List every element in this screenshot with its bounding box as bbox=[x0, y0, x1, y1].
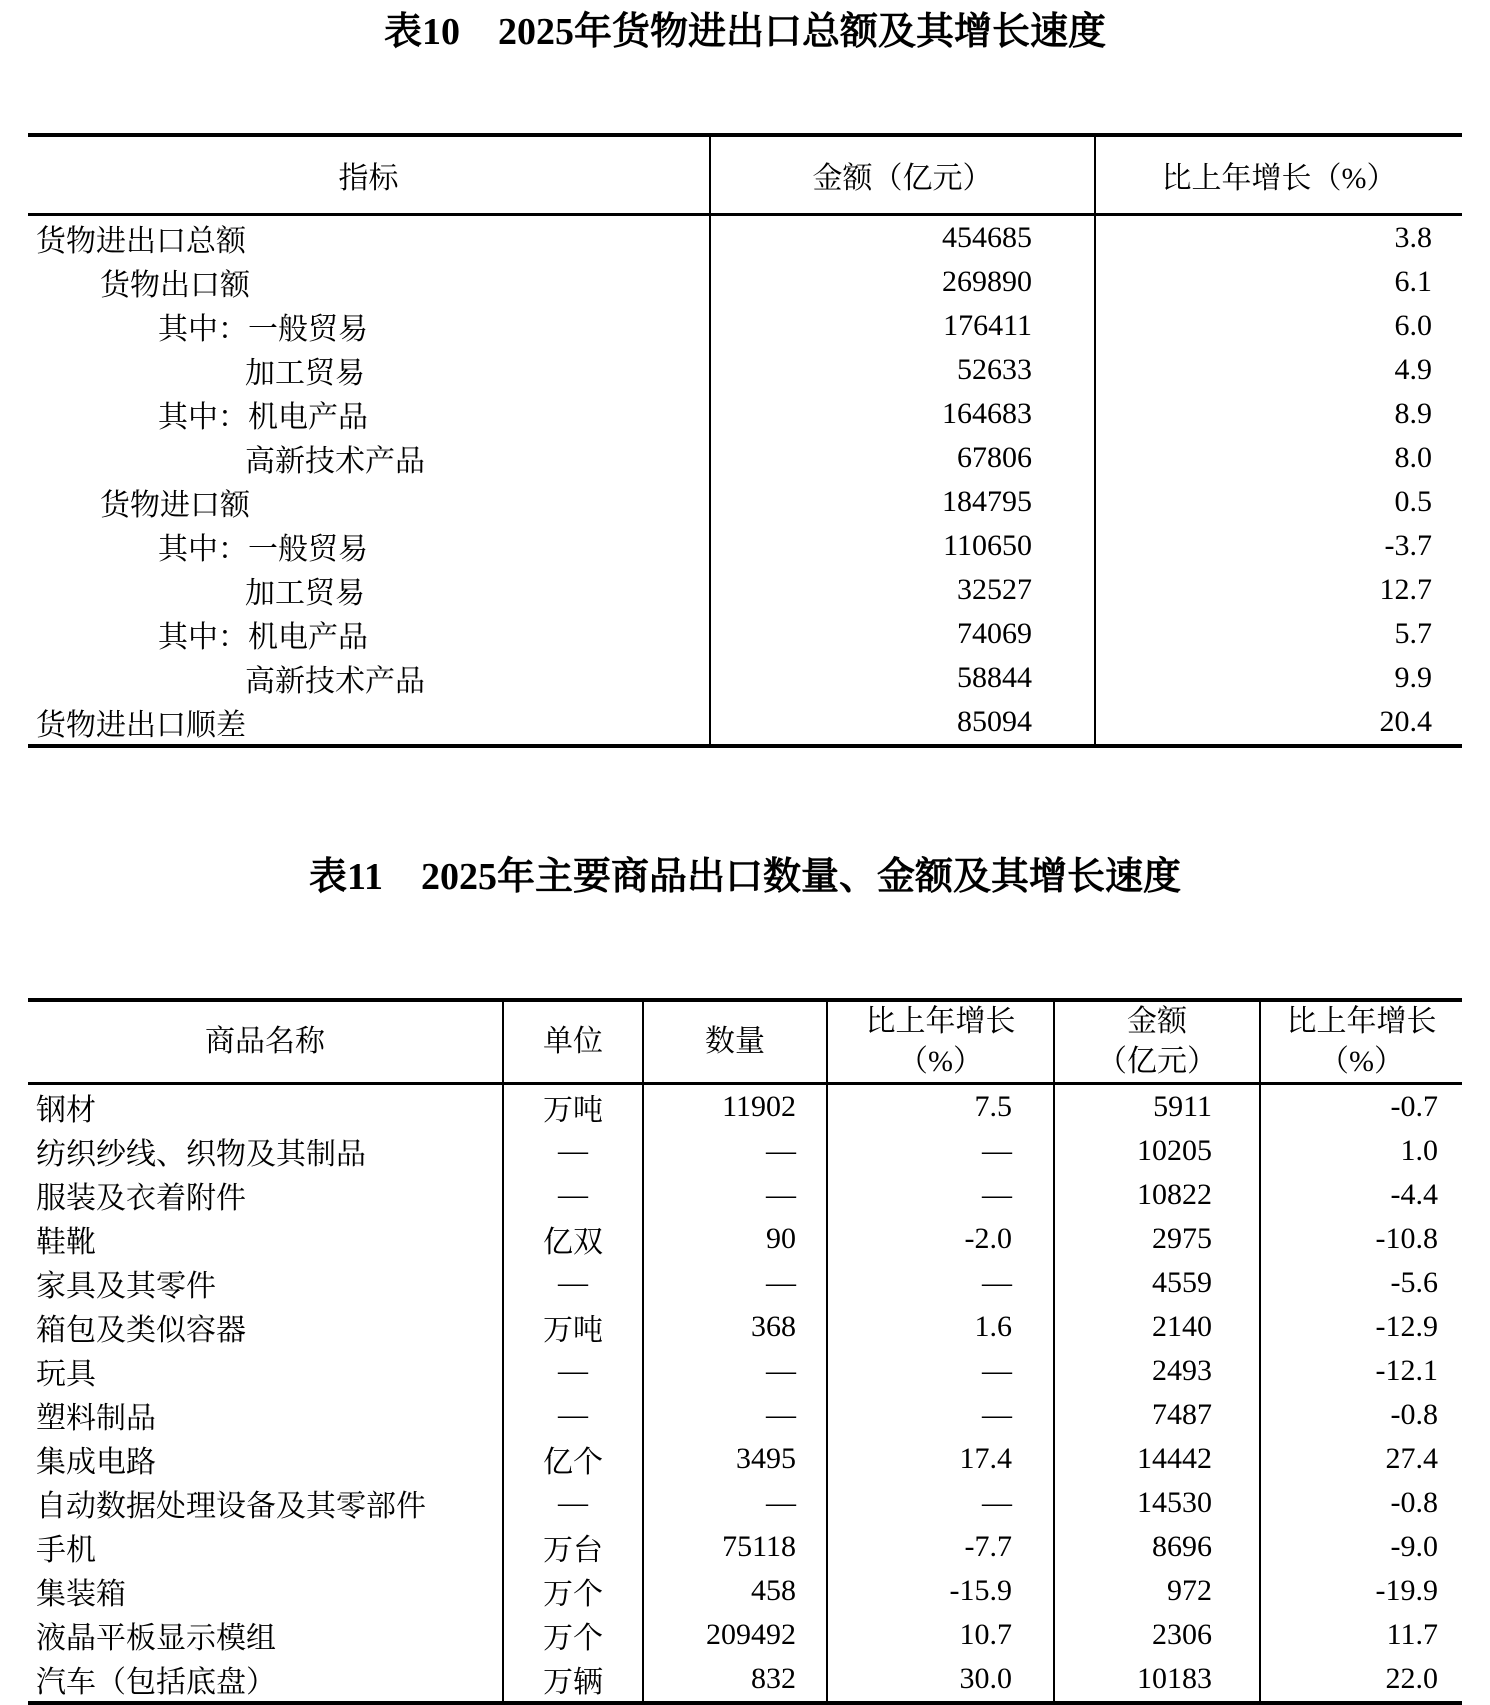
indicator-cell: 高新技术产品 bbox=[245, 664, 425, 698]
amount-cell: 2306 bbox=[1054, 1613, 1260, 1657]
unit-cell: — bbox=[503, 1481, 643, 1525]
unit-cell: — bbox=[503, 1261, 643, 1305]
table11-header-unit bbox=[503, 1000, 643, 1084]
table10-header-indicator: 指标 bbox=[338, 161, 399, 195]
growth-cell: 8.9 bbox=[1095, 392, 1462, 436]
growth-cell: -3.7 bbox=[1095, 524, 1462, 568]
indicator-cell: 货物进口额 bbox=[100, 488, 250, 522]
header-line: （%） bbox=[1319, 1044, 1404, 1078]
unit-cell: — bbox=[503, 1393, 643, 1437]
table-row bbox=[28, 348, 1462, 392]
amount-cell: 176411 bbox=[710, 304, 1095, 348]
table10 bbox=[28, 133, 1462, 748]
amount-cell: 7487 bbox=[1054, 1393, 1260, 1437]
header-line: 数量 bbox=[705, 1024, 765, 1058]
table-row bbox=[28, 1481, 1462, 1525]
amount-cell: 10183 bbox=[1054, 1657, 1260, 1703]
unit-cell: 万辆 bbox=[503, 1657, 643, 1703]
quantity-cell: 368 bbox=[643, 1305, 827, 1349]
growth-cell: 4.9 bbox=[1095, 348, 1462, 392]
table-row bbox=[28, 392, 1462, 436]
product-name-cell: 纺织纱线、织物及其制品 bbox=[36, 1137, 366, 1171]
table10-header-growth: 比上年增长（%） bbox=[1095, 135, 1462, 214]
indicator-cell: 货物出口额 bbox=[100, 268, 250, 302]
amount-cell: 184795 bbox=[710, 480, 1095, 524]
quantity-growth-cell: — bbox=[827, 1349, 1054, 1393]
indicator-cell: 其中：机电产品 bbox=[158, 400, 368, 434]
unit-cell: 亿个 bbox=[503, 1437, 643, 1481]
amount-growth-cell: -0.8 bbox=[1260, 1393, 1462, 1437]
amount-cell: 2493 bbox=[1054, 1349, 1260, 1393]
amount-cell: 4559 bbox=[1054, 1261, 1260, 1305]
amount-cell: 85094 bbox=[710, 700, 1095, 746]
amount-growth-cell: 11.7 bbox=[1260, 1613, 1462, 1657]
product-name-cell: 鞋靴 bbox=[36, 1225, 96, 1259]
quantity-growth-cell: — bbox=[827, 1481, 1054, 1525]
document-page bbox=[0, 6, 1490, 1705]
quantity-cell: — bbox=[643, 1261, 827, 1305]
indicator-cell: 其中：机电产品 bbox=[158, 620, 368, 654]
indicator-cell: 货物进出口顺差 bbox=[36, 708, 246, 742]
header-line: 比上年增长 bbox=[865, 1004, 1016, 1038]
quantity-growth-cell: -15.9 bbox=[827, 1569, 1054, 1613]
quantity-growth-cell: 10.7 bbox=[827, 1613, 1054, 1657]
table11-header-amount bbox=[1054, 1000, 1260, 1084]
quantity-cell: 3495 bbox=[643, 1437, 827, 1481]
amount-cell: 2140 bbox=[1054, 1305, 1260, 1349]
table-row bbox=[28, 260, 1462, 304]
amount-cell: 14442 bbox=[1054, 1437, 1260, 1481]
growth-cell: 0.5 bbox=[1095, 480, 1462, 524]
unit-cell: — bbox=[503, 1173, 643, 1217]
product-name-cell: 服装及衣着附件 bbox=[36, 1181, 246, 1215]
header-line: 金额 bbox=[1127, 1004, 1187, 1038]
unit-cell: 万吨 bbox=[503, 1305, 643, 1349]
indicator-cell: 货物进出口总额 bbox=[36, 224, 246, 258]
product-name-cell: 钢材 bbox=[36, 1093, 96, 1127]
quantity-cell: 11902 bbox=[643, 1083, 827, 1129]
quantity-cell: 90 bbox=[643, 1217, 827, 1261]
table11-header-row bbox=[28, 1000, 1462, 1084]
table-row bbox=[28, 304, 1462, 348]
unit-cell: 万个 bbox=[503, 1569, 643, 1613]
indicator-cell: 加工贸易 bbox=[245, 576, 365, 610]
amount-growth-cell: -0.7 bbox=[1260, 1083, 1462, 1129]
unit-cell: 亿双 bbox=[503, 1217, 643, 1261]
quantity-cell: — bbox=[643, 1393, 827, 1437]
amount-growth-cell: 27.4 bbox=[1260, 1437, 1462, 1481]
table-row bbox=[28, 1569, 1462, 1613]
product-name-cell: 箱包及类似容器 bbox=[36, 1313, 246, 1347]
amount-cell: 2975 bbox=[1054, 1217, 1260, 1261]
amount-growth-cell: -10.8 bbox=[1260, 1217, 1462, 1261]
amount-cell: 454685 bbox=[710, 214, 1095, 260]
header-line: 比上年增长 bbox=[1286, 1004, 1437, 1038]
amount-growth-cell: 1.0 bbox=[1260, 1129, 1462, 1173]
quantity-growth-cell: -2.0 bbox=[827, 1217, 1054, 1261]
product-name-cell: 塑料制品 bbox=[36, 1401, 156, 1435]
indicator-cell: 加工贸易 bbox=[245, 356, 365, 390]
table10-header-amount: 金额（亿元） bbox=[710, 135, 1095, 214]
quantity-cell: — bbox=[643, 1173, 827, 1217]
table-row bbox=[28, 1657, 1462, 1703]
amount-cell: 269890 bbox=[710, 260, 1095, 304]
table10-header-row bbox=[28, 135, 1462, 214]
product-name-cell: 家具及其零件 bbox=[36, 1269, 216, 1303]
table11-header-name bbox=[28, 1000, 503, 1084]
growth-cell: 9.9 bbox=[1095, 656, 1462, 700]
table-row bbox=[28, 656, 1462, 700]
amount-growth-cell: -0.8 bbox=[1260, 1481, 1462, 1525]
table-row bbox=[28, 480, 1462, 524]
table11-header-qty-growth bbox=[827, 1000, 1054, 1084]
table-row bbox=[28, 1173, 1462, 1217]
quantity-cell: — bbox=[643, 1481, 827, 1525]
quantity-growth-cell: 17.4 bbox=[827, 1437, 1054, 1481]
growth-cell: 3.8 bbox=[1095, 214, 1462, 260]
quantity-cell: 832 bbox=[643, 1657, 827, 1703]
amount-cell: 58844 bbox=[710, 656, 1095, 700]
amount-cell: 52633 bbox=[710, 348, 1095, 392]
indicator-cell: 高新技术产品 bbox=[245, 444, 425, 478]
amount-growth-cell: -12.1 bbox=[1260, 1349, 1462, 1393]
indicator-cell: 其中：一般贸易 bbox=[158, 532, 368, 566]
quantity-cell: 75118 bbox=[643, 1525, 827, 1569]
quantity-growth-cell: — bbox=[827, 1393, 1054, 1437]
table-row bbox=[28, 214, 1462, 260]
table-row bbox=[28, 436, 1462, 480]
amount-growth-cell: -5.6 bbox=[1260, 1261, 1462, 1305]
product-name-cell: 集成电路 bbox=[36, 1445, 156, 1479]
table-row bbox=[28, 1613, 1462, 1657]
product-name-cell: 玩具 bbox=[36, 1357, 96, 1391]
growth-cell: 6.1 bbox=[1095, 260, 1462, 304]
amount-cell: 5911 bbox=[1054, 1083, 1260, 1129]
indicator-cell: 其中：一般贸易 bbox=[158, 312, 368, 346]
growth-cell: 6.0 bbox=[1095, 304, 1462, 348]
table11 bbox=[28, 998, 1462, 1705]
header-line: 商品名称 bbox=[205, 1024, 325, 1058]
unit-cell: — bbox=[503, 1349, 643, 1393]
table-row bbox=[28, 1217, 1462, 1261]
table11-title: 表11 2025年主要商品出口数量、金额及其增长速度 bbox=[309, 855, 1181, 898]
table10-title: 表10 2025年货物进出口总额及其增长速度 bbox=[383, 11, 1106, 53]
amount-cell: 67806 bbox=[710, 436, 1095, 480]
quantity-cell: — bbox=[643, 1349, 827, 1393]
amount-cell: 110650 bbox=[710, 524, 1095, 568]
table-row bbox=[28, 1349, 1462, 1393]
amount-growth-cell: -4.4 bbox=[1260, 1173, 1462, 1217]
header-line: 单位 bbox=[543, 1024, 603, 1058]
product-name-cell: 液晶平板显示模组 bbox=[36, 1621, 276, 1655]
table-row bbox=[28, 1525, 1462, 1569]
amount-cell: 164683 bbox=[710, 392, 1095, 436]
header-line: （亿元） bbox=[1097, 1044, 1217, 1078]
amount-growth-cell: -19.9 bbox=[1260, 1569, 1462, 1613]
growth-cell: 8.0 bbox=[1095, 436, 1462, 480]
table11-header-amount-growth bbox=[1260, 1000, 1462, 1084]
table11-header-qty bbox=[643, 1000, 827, 1084]
table-row bbox=[28, 1083, 1462, 1129]
quantity-growth-cell: — bbox=[827, 1129, 1054, 1173]
product-name-cell: 集装箱 bbox=[36, 1577, 126, 1611]
amount-cell: 10822 bbox=[1054, 1173, 1260, 1217]
table-row bbox=[28, 1437, 1462, 1481]
table-row bbox=[28, 1261, 1462, 1305]
quantity-cell: 458 bbox=[643, 1569, 827, 1613]
quantity-cell: 209492 bbox=[643, 1613, 827, 1657]
unit-cell: 万个 bbox=[503, 1613, 643, 1657]
table-row bbox=[28, 700, 1462, 746]
product-name-cell: 汽车（包括底盘） bbox=[36, 1665, 276, 1699]
table-row bbox=[28, 524, 1462, 568]
growth-cell: 5.7 bbox=[1095, 612, 1462, 656]
amount-growth-cell: -9.0 bbox=[1260, 1525, 1462, 1569]
quantity-growth-cell: — bbox=[827, 1173, 1054, 1217]
table-row bbox=[28, 1393, 1462, 1437]
amount-growth-cell: 22.0 bbox=[1260, 1657, 1462, 1703]
amount-cell: 8696 bbox=[1054, 1525, 1260, 1569]
quantity-growth-cell: 7.5 bbox=[827, 1083, 1054, 1129]
amount-growth-cell: -12.9 bbox=[1260, 1305, 1462, 1349]
amount-cell: 14530 bbox=[1054, 1481, 1260, 1525]
growth-cell: 20.4 bbox=[1095, 700, 1462, 746]
product-name-cell: 手机 bbox=[36, 1533, 96, 1567]
unit-cell: 万吨 bbox=[503, 1083, 643, 1129]
amount-cell: 74069 bbox=[710, 612, 1095, 656]
unit-cell: 万台 bbox=[503, 1525, 643, 1569]
header-line: （%） bbox=[898, 1044, 983, 1078]
amount-cell: 10205 bbox=[1054, 1129, 1260, 1173]
quantity-growth-cell: 1.6 bbox=[827, 1305, 1054, 1349]
amount-cell: 972 bbox=[1054, 1569, 1260, 1613]
quantity-cell: — bbox=[643, 1129, 827, 1173]
quantity-growth-cell: -7.7 bbox=[827, 1525, 1054, 1569]
product-name-cell: 自动数据处理设备及其零部件 bbox=[36, 1489, 426, 1523]
amount-cell: 32527 bbox=[710, 568, 1095, 612]
table-row bbox=[28, 612, 1462, 656]
table-row bbox=[28, 1129, 1462, 1173]
quantity-growth-cell: — bbox=[827, 1261, 1054, 1305]
table-row bbox=[28, 568, 1462, 612]
quantity-growth-cell: 30.0 bbox=[827, 1657, 1054, 1703]
table-row bbox=[28, 1305, 1462, 1349]
unit-cell: — bbox=[503, 1129, 643, 1173]
growth-cell: 12.7 bbox=[1095, 568, 1462, 612]
